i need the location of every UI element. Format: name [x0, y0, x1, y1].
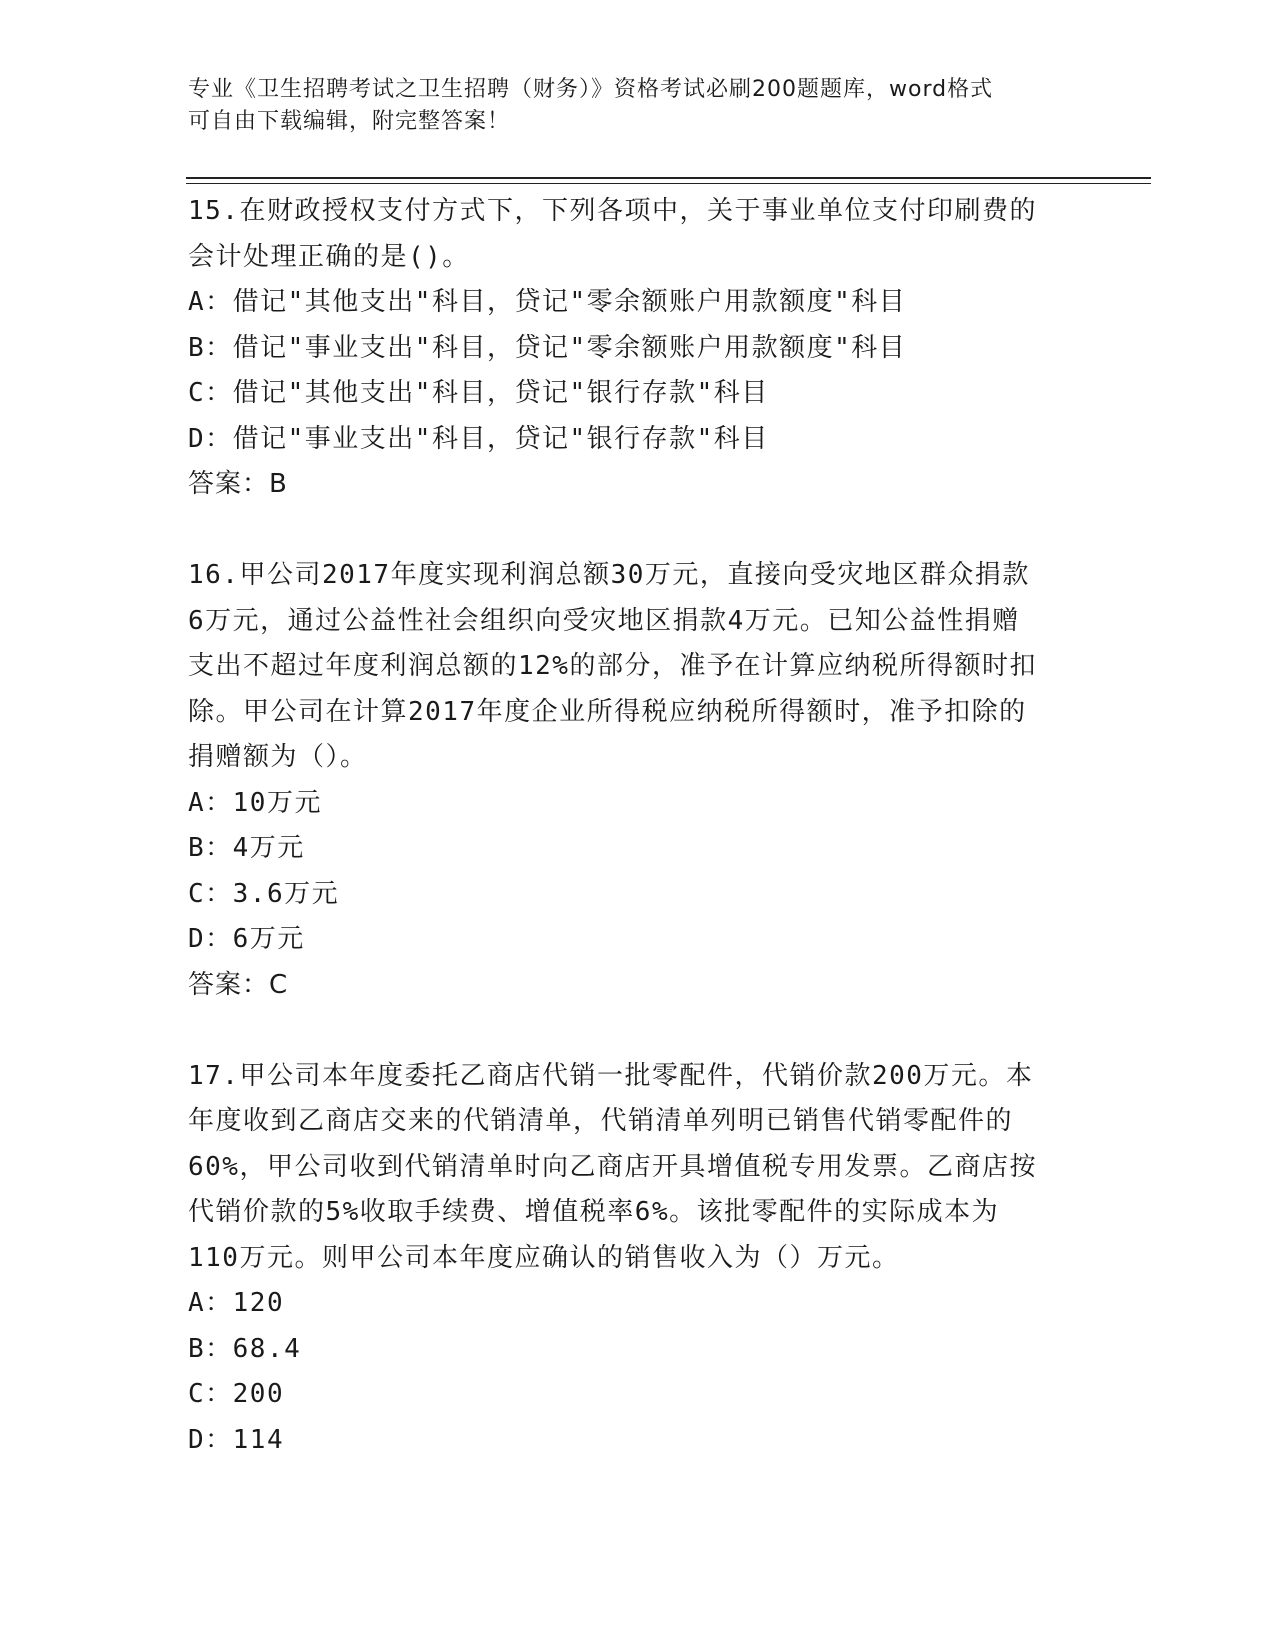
question-stem-line: 年度收到乙商店交来的代销清单，代销清单列明已销售代销零配件的 — [188, 1106, 1014, 1136]
question-15 — [188, 189, 1088, 508]
question-stem-line: 除。甲公司在计算2017年度企业所得税应纳税所得额时，准予扣除的 — [188, 696, 1027, 727]
spacer — [188, 1008, 1088, 1054]
option-d: D：6万元 — [188, 924, 305, 954]
question-stem-line: 15.在财政授权支付方式下，下列各项中，关于事业单位支付印刷费的 — [188, 196, 1037, 226]
option-b: B：4万元 — [188, 833, 305, 863]
answer-label: 答案：B — [188, 469, 288, 499]
option-c: C：3.6万元 — [188, 878, 340, 909]
question-stem-line: 17.甲公司本年度委托乙商店代销一批零配件，代销价款200万元。本 — [188, 1060, 1034, 1091]
question-stem-line: 捐赠额为（）。 — [188, 742, 368, 772]
option-d: D：114 — [188, 1424, 285, 1455]
question-list — [188, 189, 1088, 1463]
document-header — [188, 74, 1068, 138]
header-divider-thin — [186, 183, 1151, 184]
option-d: D：借记"事业支出"科目，贷记"银行存款"科目 — [188, 423, 769, 454]
option-a: A：10万元 — [188, 787, 322, 818]
question-stem-line: 会计处理正确的是()。 — [188, 241, 470, 272]
header-line-1: 专业《卫生招聘考试之卫生招聘（财务）》资格考试必刷200题题库，word格式 — [188, 77, 994, 102]
answer-label: 答案：C — [188, 969, 289, 1000]
spacer — [188, 508, 1088, 554]
question-16 — [188, 553, 1088, 1008]
header-divider-thick — [186, 177, 1151, 179]
option-a: A：借记"其他支出"科目，贷记"零余额账户用款额度"科目 — [188, 287, 907, 317]
option-c: C：200 — [188, 1379, 285, 1409]
option-b: B：68.4 — [188, 1333, 302, 1364]
option-c: C：借记"其他支出"科目，贷记"银行存款"科目 — [188, 378, 769, 408]
question-stem-line: 60%，甲公司收到代销清单时向乙商店开具增值税专用发票。乙商店按 — [188, 1151, 1037, 1182]
option-b: B：借记"事业支出"科目，贷记"零余额账户用款额度"科目 — [188, 332, 907, 363]
question-stem-line: 6万元，通过公益性社会组织向受灾地区捐款4万元。已知公益性捐赠 — [188, 605, 1020, 636]
question-stem-line: 支出不超过年度利润总额的12%的部分，准予在计算应纳税所得额时扣 — [188, 651, 1037, 681]
question-17 — [188, 1054, 1088, 1464]
header-line-2: 可自由下载编辑，附完整答案！ — [188, 109, 511, 134]
question-stem-line: 16.甲公司2017年度实现利润总额30万元，直接向受灾地区群众捐款 — [188, 560, 1030, 590]
option-a: A：120 — [188, 1288, 285, 1318]
question-stem-line: 代销价款的5%收取手续费、增值税率6%。该批零配件的实际成本为 — [188, 1197, 1000, 1227]
question-stem-line: 110万元。则甲公司本年度应确认的销售收入为（）万元。 — [188, 1242, 900, 1273]
